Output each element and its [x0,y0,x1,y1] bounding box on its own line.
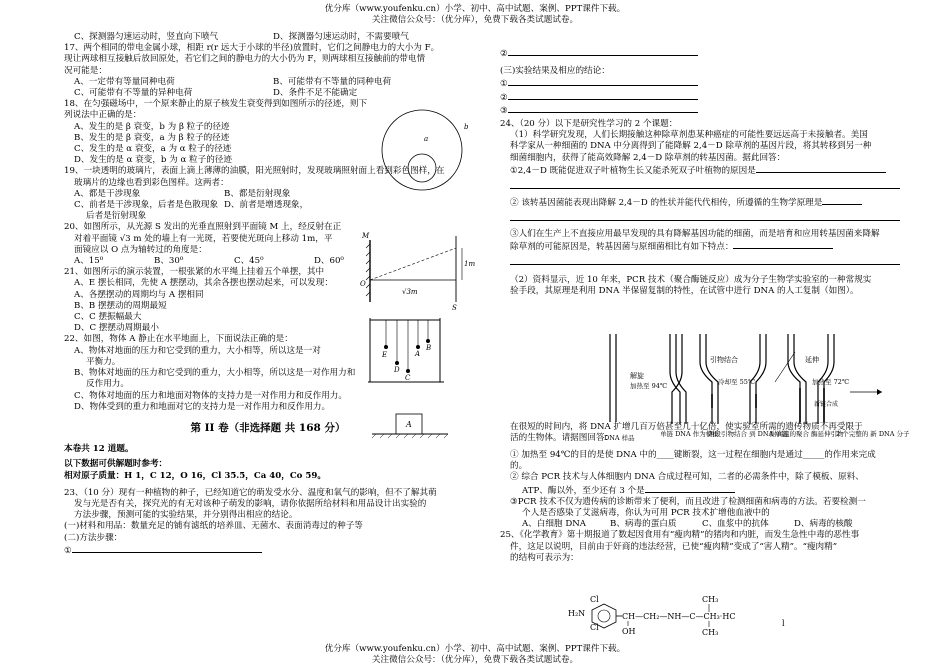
q17-options-cd [64,88,472,99]
page-footer [0,644,950,666]
block-label: A [406,420,412,429]
q21-option-a: A、各摆摆动的周期均与 A 摆相同 [74,289,204,300]
struct-cl-bottom: Cl [590,623,599,632]
pendulum-label-e: E [382,351,388,359]
q20-option-a: A、15⁰ [74,256,104,267]
q17-option-d: D、条件不足不能确定 [273,88,358,99]
q22-option-b: B、物体对地面的压力和它受到的重力，大小相等，所以这是一对作用力和 [74,368,356,379]
q24-answer-2-line-1: ② 综合 PCR 技术与人体细胞内 DNA 合成过程可知，二者的必需条件中，除了模板、原料、 [510,472,864,483]
q23-result-1 [500,77,914,90]
page-header [0,4,950,26]
answer-blank[interactable] [72,544,262,553]
q24-option-d: D、病毒的核酸 [794,519,853,530]
question-23 [64,488,472,557]
pendulum-label-b: B [426,344,432,352]
q24-answer-1: ① 加热至 94℃的目的是使 DNA 中的____键断裂，这一过程在细胞内是通过_____的作用来完成 [510,450,876,461]
header-line-2: 关注微信公众号：（优分库），免费下载各类试题试卷。 [371,15,579,25]
q23-stem-3: 方法步骤，预测可能的实验结果，并分别得出相应的结论。 [74,510,298,521]
q24-option-c: C、血浆中的抗体 [702,519,769,530]
struct-oh: OH [622,627,636,636]
q24-sub-2 [500,196,914,209]
q18-label-a: a [424,135,429,143]
q24-p2-line-1: （2）资料显示，近 10 年来，PCR 技术（聚合酶链反应）成为分子生物学实验室的一种常规实 [510,275,872,286]
q19-stem-1: 19、一块透明的玻璃片，表面上滴上薄薄的油膜，阳光照射时，发现玻璃照射面上看到彩色图样，在 [64,166,445,177]
q19-stem-2: 玻璃片的边缘也看到彩色图样。这两者： [74,177,229,188]
q23-steps-heading: (二)方法步骤： [64,532,123,543]
q20-mirror-figure [360,232,476,312]
q22-block-figure [368,410,458,440]
q24-stem: 24、（20 分）以下是研究性学习的 2 个课题： [500,119,678,130]
q24-p1-line-2: 科学家从一种细菌的 DNA 中分离得到了能降解 2,4－D 除草剂的基因片段，将其转移到另一种 [510,141,872,152]
q18-stem-1: 18、在匀强磁场中，一个原来静止的原子核发生衰变得到如图所示的径迹，则下 [64,99,368,110]
q23-materials: (一)材料和用品：数量充足的铺有滤纸的培养皿、无菌水、表面消毒过的种子等 [64,521,363,532]
answer-blank[interactable] [510,180,900,189]
right-column [500,32,914,564]
pendulum-bob-a [416,345,420,349]
struct-ch3-top: CH₃ [702,595,719,604]
q21-pendulum-figure [368,314,453,384]
q24-sub-3-line-2 [500,240,914,253]
pendulum-bob-b [426,339,430,343]
pcr-arrow-top [775,352,795,382]
q19-option-d-cont: 后者是衍射现象 [86,211,147,222]
pcr-temp-55: 冷却至 55℃ [718,378,756,386]
q23-stem-1: 23、（10 分）现有一种植物的种子，已经知道它的萌发受水分、温度和氧气的影响，但不了解其萌 [64,487,437,498]
arrowhead-icon [877,389,882,395]
small-circle-track [408,154,436,182]
q22-stem: 22、如图，物体 A 静止在水平地面上，下面说法正确的是： [64,334,293,345]
q18-option-c: C、发生的是 α 衰变，a 为 α 粒子的径迹 [74,144,232,155]
large-circle-track [382,110,462,190]
pcr-step-denature: 解旋 [630,372,644,380]
footer-line-1: 优分库（www.youfenku.cn）小学、初中、高中试题、案例、PPT课件下载。 [324,644,626,654]
answer-blank[interactable] [510,212,900,221]
question-17 [64,43,472,99]
q18-stem-2: 列说法中正确的是： [64,110,142,121]
q23-result-2-num: ② [500,92,508,103]
q17-options-ab [64,77,472,88]
q17-stem-1: 17、两个相同的带电金属小球，相距 r(r 远大于小球的半径)放置时，它们之间静电力的大小为 F。 [64,43,440,54]
q24-option-b: B、病毒的蛋白质 [610,519,677,530]
q21-stem-1: 21、如图所示的演示装置，一根张紧的水平绳上挂着五个单摆，其中 [64,267,325,278]
q23-step-2-num: ② [500,49,508,59]
q17-option-b: B、可能带有不等量的同种电荷 [273,76,392,87]
pendulum-label-a: A [415,350,421,358]
q23-step-1 [64,544,472,557]
q24-answer-1-cont: 的。 [510,461,528,472]
label-dist: √3m [402,288,418,296]
q19-option-b: B、都是衍射现象 [224,188,291,199]
q23-results-heading: (三)实验结果及相应的结论： [500,66,610,77]
q17-option-a: A、一定带有等量同种电荷 [74,76,175,87]
q20-option-b: B、30⁰ [154,256,184,267]
struct-h2n: H₂N [568,609,586,618]
q22-option-a-cont: 平衡力。 [86,356,121,367]
q24-answer-3-options [500,519,914,530]
q24-sub-3-line-1: ③人们在生产上不直接应用最早发现的具有降解基因功能的细菌，而是培育和应用转基因菌来降解 [510,228,880,239]
q24-after-line-2: 活的生物体。请据图回答： [510,432,614,443]
answer-blank[interactable] [822,196,862,205]
q18-option-a: A、发生的是 β 衰变，b 为 β 粒子的径迹 [74,121,230,132]
q22-option-a: A、物体对地面的压力和它受到的重力，大小相等，所以这是一对 [74,345,321,356]
answer-blank[interactable] [756,164,886,173]
q17-stem-3: 况可能是： [64,65,107,76]
q18-label-b: b [464,123,469,131]
q20-stem-3: 面镜应以 O 点为轴转过的角度是： [74,244,207,255]
q19-option-a: A、都是干涉现象 [74,188,141,199]
q20-stem-2: 对着平面镜 √3 m 处的墙上有一光斑，若要使光斑向上移动 1m，平 [74,233,333,244]
q25-stem-3: 的结构可表示为： [510,552,579,563]
pendulum-bob-e [384,345,388,349]
header-line-1: 优分库（www.youfenku.cn）小学、初中、高中试题、案例、PPT课件下载。 [324,4,626,14]
q24-sub-3-text: 除草剂的可能原因是，转基因菌与原细菌相比有如下特点： [510,241,734,252]
pcr-label-primer: 两段引物结合 到 DNA 单链 [708,430,789,438]
q18-option-b: B、发生的是 β 衰变，a 为 β 粒子的径迹 [74,132,230,143]
struct-l: l [782,619,785,628]
q22-option-d: D、物体受到的重力和地面对它的支持力是一对作用力和反作用力。 [74,401,331,412]
label-s: S [452,304,457,312]
q23-stem-2: 发与光是否有关，探究光的有无对该种子萌发的影响，请你依据所给材料和用品设计出实验的 [74,498,427,509]
q24-sub-2-text: ② 该转基因菌能表现出降解 2,4－D 的性状并能代代相传，所遵循的生物学原理是 [510,198,823,209]
pcr-step-anneal: 引物结合 [710,356,738,364]
q24-sub-1-text: ①2,4－D 既能促进双子叶植物生长又能杀死双子叶植物的原因是 [510,165,756,176]
q20-option-d: D、60⁰ [314,256,344,267]
answer-blank[interactable] [510,256,900,265]
pcr-label-single: 单链 DNA 作为模板 [660,430,719,438]
pcr-label-new-dna: 2 个完整的 新 DNA 分子 [836,430,910,438]
struct-chain: CH—CH₂—NH—C—CH₃·HC [622,612,736,621]
answer-blank[interactable] [508,104,698,113]
pcr-step-extend: 延伸 [805,356,819,364]
pendulum-bob-d [395,361,399,365]
label-m: M [362,232,370,240]
q17-option-c: C、可能带有不等量的异种电荷 [74,88,193,99]
answer-blank[interactable] [508,91,698,100]
q19-options-cd [64,200,374,211]
pendulum-bob-c [406,369,410,373]
question-25 [500,530,914,564]
q24-answer-2-text: ATP、酶以外，至少还有 3 个是 [522,485,645,496]
question-24 [500,119,914,530]
q20-stem-1: 20、如图所示，从光源 S 发出的光垂直照射到平面镜 M 上，经反射在正 [64,222,342,233]
q24-answer-2-line-2 [500,484,914,497]
pcr-label-sample: DNA 样品 [604,434,635,442]
struct-cl-top: Cl [590,595,599,604]
answer-blank[interactable] [508,77,698,86]
section-title: 第 II 卷（非选择题 共 168 分） [190,421,346,434]
q21-option-d: D、C 摆摆动周期最小 [74,323,159,334]
answer-blank[interactable] [645,484,735,493]
q22-option-b-cont: 反作用力。 [86,379,129,390]
q22-option-c: C、物体对地面的压力和地面对物体的支持力是一对作用力和反作用力。 [74,390,347,401]
clenbuterol-structure [560,594,800,638]
q17-q18-circles-figure [380,105,470,195]
q24-p1-line-3: 细菌细胞内，获得了能高效降解 2,4－D 除草剂的转基因菌。据此回答： [510,152,786,163]
q24-after-line-1: 在很短的时间内，将 DNA 扩增几百万倍甚至几十亿倍，使实验室所需的遗传物质不再受限于 [510,421,863,432]
reference-note: 以下数据可供解题时参考： [64,459,168,470]
q24-sub-1 [500,164,914,177]
pcr-primers [712,388,824,422]
q16-option-d: D、探测器匀速运动时，不需要喷气 [273,32,409,42]
q19-options-ab [64,189,374,200]
q24-answer-3-line-2: 个人是否感染了艾滋病毒，你认为可用 PCR 技术扩增他血液中的 [522,508,770,519]
q23-result-3-num: ③ [500,105,508,116]
q24-option-a: A、白细胞 DNA [522,519,586,530]
pendulum-label-c: C [405,374,411,382]
q24-answer-3-line-1: ③PCR 技术不仅为遗传病的诊断带来了便利，而且改进了检测细菌和病毒的方法。若要检测一 [510,496,866,507]
q21-option-b: B、B 摆摆动的周期最短 [74,300,167,311]
q16-option-c: C、探测器匀速运动时，竖直向下喷气 [74,32,219,42]
q24-p2-line-2: 验手段，其原理是利用 DNA 半保留复制的特性，在试管中进行 DNA 的人工复制（如图）。 [510,286,859,297]
reflected-ray [370,248,456,280]
pcr-temp-94: 加热至 94℃ [630,382,668,390]
ground-hatch [372,434,448,438]
q23-result-3 [500,104,914,117]
q23-result-1-num: ① [500,79,508,90]
pcr-label-polymerase: 耐高温的聚合 酶延伸引物 [770,430,844,438]
q21-stem-2: A、E 摆长相同，先使 A 摆摆动，其余各摆也摆动起来，可以发现： [74,278,333,289]
pcr-diagram [600,332,910,450]
q24-p1-line-1: （1）科学研究发现，人们长期接触这种除草剂患某种癌症的可能性要远远高于未接触者。美国 [510,130,868,141]
q23-step-2 [500,47,914,60]
label-1m: 1m [464,260,476,268]
q23-step-1-num: ① [64,545,72,556]
q21-option-c: C、C 摆振幅最大 [74,312,142,323]
pendulum-label-d: D [394,366,400,374]
answer-blank[interactable] [508,47,698,56]
q19-option-d: D、前者是增透现象， [224,200,309,211]
pcr-label-new-strand: 新链合成 [814,401,839,408]
q16-options [64,32,472,43]
q23-result-2 [500,91,914,104]
label-o: O [360,280,366,288]
q20-option-c: C、45⁰ [234,256,264,267]
atomic-masses: 相对原子质量：H 1，C 12，O 16，Cl 35.5，Ca 40，Co 59。 [64,470,326,481]
q17-stem-2: 现让两球相互接触后放回原处，若它们之间的静电力的大小仍为 F，则两球相互接触前的带电情 [64,54,426,65]
q25-stem-1: 25、《化学教育》第十期报道了数起因食用有“瘦肉精”的猪肉和内脏，而发生急性中毒的恶性事 [500,530,860,541]
benzene-ring-inner [598,610,610,622]
q25-stem-2: 件，这足以说明，目前由于奸商的违法经营，已使“瘦肉精”变成了“害人精”。“瘦肉精” [510,541,838,552]
question-count: 本卷共 12 道题。 [64,444,134,455]
q19-option-c: C、前者是干涉现象，后者是色散现象 [74,200,219,211]
footer-line-2: 关注微信公众号：（优分库），免费下载各类试题试卷。 [371,655,579,665]
struct-ch3-bottom: CH₃ [702,628,719,637]
pcr-temp-72: 加热至 72℃ [812,378,850,386]
q18-option-d: D、发生的是 α 衰变，b 为 α 粒子的径迹 [74,155,232,166]
answer-blank[interactable] [733,240,833,249]
